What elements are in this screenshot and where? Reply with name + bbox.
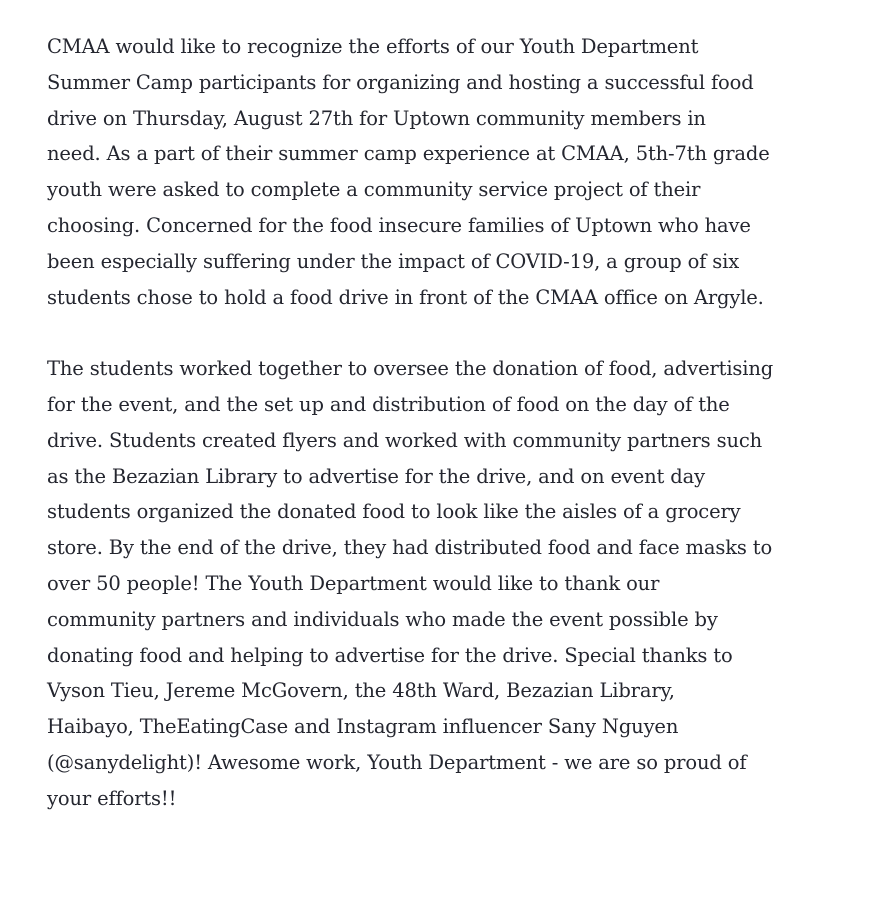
- text-line: drive on Thursday, August 27th for Uptown community members in: [47, 106, 706, 130]
- text-line: drive. Students created flyers and worked with community partners such: [47, 428, 763, 452]
- article-body: [47, 29, 847, 817]
- paragraph-2: [47, 351, 847, 816]
- text-line: Vyson Tieu, Jereme McGovern, the 48th Ward, Bezazian Library,: [47, 679, 675, 703]
- text-line: Haibayo, TheEatingCase and Instagram influencer Sany Nguyen: [47, 715, 679, 739]
- text-line: students chose to hold a food drive in front of the CMAA office on Argyle.: [47, 285, 764, 309]
- text-line: students organized the donated food to look like the aisles of a grocery: [47, 500, 741, 524]
- text-line: Summer Camp participants for organizing and hosting a successful food: [47, 70, 754, 94]
- text-line: over 50 people! The Youth Department would like to thank our: [47, 571, 660, 595]
- text-line: as the Bezazian Library to advertise for the drive, and on event day: [47, 464, 705, 488]
- text-line: CMAA would like to recognize the efforts of our Youth Department: [47, 35, 699, 58]
- text-line: youth were asked to complete a community service project of their: [47, 178, 701, 202]
- text-line: community partners and individuals who made the event possible by: [47, 607, 718, 631]
- text-line: The students worked together to oversee the donation of food, advertising: [47, 357, 774, 381]
- text-line: been especially suffering under the impact of COVID-19, a group of six: [47, 249, 740, 273]
- text-line: your efforts!!: [47, 786, 177, 810]
- text-line: need. As a part of their summer camp experience at CMAA, 5th-7th grade: [47, 142, 770, 166]
- text-line: (@sanydelight)! Awesome work, Youth Department - we are so proud of: [47, 750, 747, 774]
- text-line: choosing. Concerned for the food insecure families of Uptown who have: [47, 213, 751, 237]
- paragraph-1: [47, 29, 847, 315]
- text-line: donating food and helping to advertise for the drive. Special thanks to: [47, 643, 733, 667]
- text-line: for the event, and the set up and distribution of food on the day of the: [47, 392, 730, 416]
- text-line: store. By the end of the drive, they had distributed food and face masks to: [47, 536, 773, 560]
